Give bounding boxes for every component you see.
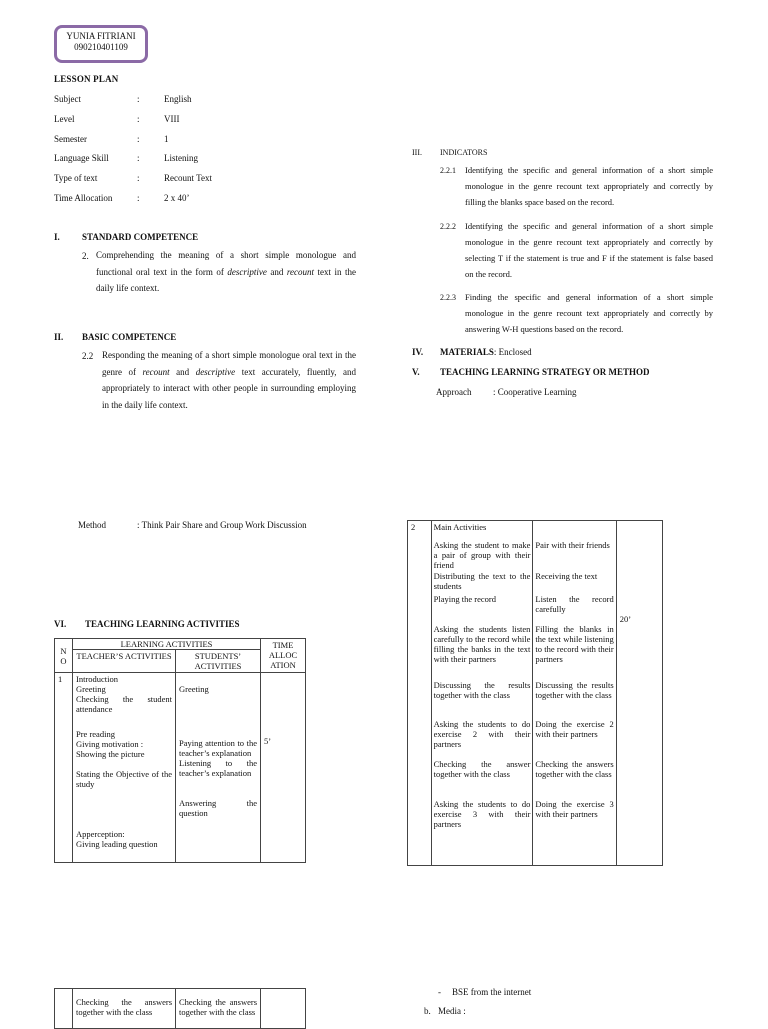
section-1-item-number: 2. [82, 251, 89, 261]
author-name-box [54, 25, 148, 63]
lesson-plan-title: LESSON PLAN [54, 74, 119, 84]
student-line: Checking the answers together with the class [535, 759, 614, 779]
lesson-plan-label: Language Skill [54, 153, 109, 164]
lesson-plan-sep: : [137, 133, 140, 144]
lesson-plan-value: English [164, 94, 192, 104]
section-1-number: I. [54, 232, 60, 242]
section-3-title: INDICATORS [440, 148, 488, 157]
teacher-activities-cell: Checking the answers together with the class [73, 989, 176, 1029]
media-item-number: b. [424, 1006, 431, 1016]
student-line: Discussing the results together with the class [535, 680, 614, 700]
section-2-number: II. [54, 332, 64, 342]
teacher-line: Showing the picture [76, 749, 145, 759]
indicator-1-text: Identifying the specific and general information of a short simple monologue in the genre recount text appropriately and correctly by filling the blanks space based on the record. [465, 165, 713, 207]
section-4-title: MATERIALS [440, 347, 494, 357]
teacher-line: Discussing the results together with the class [433, 680, 531, 700]
teacher-activities-cell [73, 673, 176, 863]
lesson-plan-value: 2 x 40’ [164, 193, 190, 203]
student-activities-cell [176, 673, 261, 863]
time-cell [616, 521, 662, 866]
media-label: Media : [438, 1006, 466, 1016]
row-number [55, 989, 73, 1029]
student-line: Answering the question [179, 798, 257, 818]
approach-value: : Cooperative Learning [493, 387, 577, 397]
lesson-plan-sep: : [137, 193, 140, 203]
col-header-teacher: TEACHER’S ACTIVITIES [73, 650, 176, 673]
lesson-plan-sep: : [137, 94, 140, 104]
student-line: Paying attention to the teacher’s explanation [179, 738, 257, 758]
author-name: YUNIA FITRIANI [66, 31, 136, 41]
materials-value: : Enclosed [493, 347, 532, 357]
activities-table-2 [407, 520, 663, 866]
bullet-dash: - [438, 987, 441, 997]
teacher-line: Checking the student attendance [76, 694, 172, 714]
teacher-line: Asking the students to do exercise 3 with their partners [433, 799, 531, 829]
lesson-plan-label: Time Allocation [54, 193, 113, 203]
student-line: Pair with their friends [535, 540, 610, 550]
row-number: 2 [408, 521, 432, 866]
col-header-learning: LEARNING ACTIVITIES [73, 639, 261, 650]
row-number: 1 [55, 673, 73, 863]
teacher-line: Asking the students to do exercise 2 with their partners [433, 719, 531, 749]
student-line: Greeting [179, 684, 209, 694]
method-label: Method [78, 520, 106, 530]
materials-line [440, 347, 532, 358]
student-line: Doing the exercise 3 with their partners [535, 799, 614, 819]
section-3-number: III. [412, 148, 422, 157]
section-1-title: STANDARD COMPETENCE [82, 232, 199, 242]
student-line: Receiving the text [535, 571, 598, 581]
lesson-plan-value: Recount Text [164, 173, 212, 184]
col-header-time: TIME ALLOC ATION [261, 639, 306, 673]
student-line: Listen the record carefully [535, 594, 614, 614]
student-line: Listening to the teacher’s explanation [179, 758, 257, 778]
lesson-plan-value: VIII [164, 113, 180, 124]
section-5-number: V. [412, 367, 420, 377]
teacher-line: Greeting [76, 684, 106, 694]
teacher-line: Playing the record [433, 594, 496, 604]
lesson-plan-label: Subject [54, 94, 81, 104]
lesson-plan-sep: : [137, 113, 140, 124]
section-2-title: BASIC COMPETENCE [82, 332, 177, 342]
teacher-line: Stating the Objective of the study [76, 769, 172, 789]
time-value: 5’ [264, 736, 272, 746]
teacher-line: Distributing the text to the students [433, 571, 531, 591]
author-id: 090210401109 [74, 42, 128, 52]
approach-label: Approach [436, 387, 472, 397]
lesson-plan-sep: : [137, 153, 140, 164]
col-header-students: STUDENTS’ ACTIVITIES [176, 650, 261, 673]
indicator-3-text: Finding the specific and general information of a short simple monologue in the genre recount text appropriately and correctly by answering W-H questions based on the record. [465, 292, 713, 334]
teacher-line: Asking the student to make a pair of group with their friend [433, 540, 531, 570]
indicator-3-number: 2.2.3 [440, 293, 456, 302]
student-activities-cell [533, 521, 616, 866]
method-value: : Think Pair Share and Group Work Discussion [137, 520, 307, 530]
teacher-line: Asking the students listen carefully to the record while filling the banks in the text with their partners [433, 624, 531, 664]
lesson-plan-sep: : [137, 173, 140, 184]
student-line: Doing the exercise 2 with their partners [535, 719, 614, 739]
teacher-activities-cell [431, 521, 533, 866]
teacher-line: Introduction [76, 674, 119, 684]
activities-table-3 [54, 988, 306, 1029]
indicator-2-number: 2.2.2 [440, 222, 456, 231]
student-activities-cell: Checking the answers together with the class [176, 989, 261, 1029]
lesson-plan-label: Level [54, 113, 75, 124]
section-6-title: TEACHING LEARNING ACTIVITIES [85, 619, 240, 629]
lesson-plan-label: Semester [54, 133, 87, 144]
student-line: Filling the blanks in the text while listening to the record with their partners [535, 624, 614, 664]
lesson-plan-label: Type of text [54, 173, 98, 184]
lesson-plan-value: Listening [164, 153, 198, 164]
lesson-plan-value: 1 [164, 133, 169, 144]
source-bse: BSE from the internet [452, 987, 532, 997]
time-cell [261, 989, 306, 1029]
section-1-text: Comprehending the meaning of a short simple monologue and functional oral text in the form of descriptive and recount text in the daily life context. [96, 250, 357, 293]
main-activities-label: Main Activities [433, 522, 487, 532]
teacher-line: Giving motivation : [76, 739, 144, 749]
section-5-title: TEACHING LEARNING STRATEGY OR METHOD [440, 367, 650, 377]
teacher-line: Pre reading [76, 729, 115, 739]
indicator-1-number: 2.2.1 [440, 166, 456, 175]
time-cell [261, 673, 306, 863]
col-header-no: N O [55, 639, 73, 673]
teacher-line: Checking the answer together with the class [433, 759, 531, 779]
teacher-line: Giving leading question [76, 839, 158, 849]
indicator-2-text: Identifying the specific and general information of a short simple monologue in the genre recount text appropriately and correctly by selecting T if the statement is true and F if the statement is false based on the record. [465, 221, 713, 279]
teacher-line: Apperception: [76, 829, 125, 839]
section-4-number: IV. [412, 347, 424, 357]
time-value: 20’ [619, 614, 632, 624]
section-6-number: VI. [54, 619, 67, 629]
activities-table-1 [54, 638, 306, 863]
section-2-text: Responding the meaning of a short simple monologue oral text in the genre of recount and descriptive text accurately, fluently, and appropriately to interact with other people in surrounding employing in the daily life context. [102, 350, 356, 410]
section-2-item-number: 2.2 [82, 351, 94, 361]
